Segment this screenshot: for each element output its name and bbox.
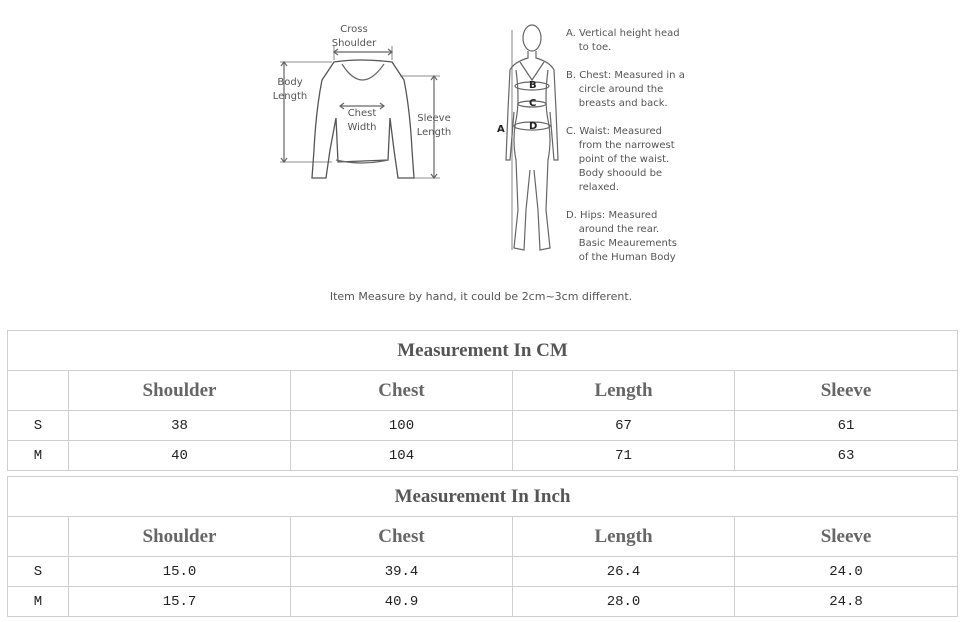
sleeve-value: 24.8 bbox=[735, 587, 958, 617]
empty-header-cell bbox=[8, 517, 69, 557]
chest-value: 100 bbox=[291, 411, 513, 441]
length-value: 67 bbox=[513, 411, 735, 441]
cross-shoulder-label: Cross Shoulder bbox=[331, 24, 377, 49]
header-length: Length bbox=[513, 371, 735, 411]
table-row bbox=[8, 441, 958, 471]
shoulder-value: 38 bbox=[69, 411, 291, 441]
header-sleeve: Sleeve bbox=[735, 371, 958, 411]
marker-d: D bbox=[529, 121, 538, 132]
sleeve-value: 63 bbox=[735, 441, 958, 471]
inch-size-table bbox=[7, 476, 958, 617]
table-title: Measurement In CM bbox=[8, 331, 958, 371]
measure-footnote: Item Measure by hand, it could be 2cm~3cm different. bbox=[329, 290, 633, 303]
header-length: Length bbox=[513, 517, 735, 557]
header-row bbox=[8, 517, 958, 557]
table-title: Measurement In Inch bbox=[8, 477, 958, 517]
sleeve-value: 61 bbox=[735, 411, 958, 441]
header-chest: Chest bbox=[291, 517, 513, 557]
sleeve-length-label: Sleeve Length bbox=[416, 113, 452, 138]
note-c: C. Waist: Measured from the narrowest point of the waist. Body shoould be relaxed. bbox=[566, 126, 675, 193]
size-label: M bbox=[8, 587, 69, 617]
size-label: S bbox=[8, 557, 69, 587]
chest-value: 39.4 bbox=[291, 557, 513, 587]
table-row bbox=[8, 411, 958, 441]
marker-b: B bbox=[529, 80, 537, 91]
table-row bbox=[8, 587, 958, 617]
note-b: B. Chest: Measured in a circle around the breasts and back. bbox=[566, 70, 685, 109]
chest-value: 104 bbox=[291, 441, 513, 471]
marker-a: A bbox=[497, 124, 505, 135]
length-value: 28.0 bbox=[513, 587, 735, 617]
length-value: 71 bbox=[513, 441, 735, 471]
header-shoulder: Shoulder bbox=[69, 371, 291, 411]
size-label: M bbox=[8, 441, 69, 471]
shoulder-value: 15.7 bbox=[69, 587, 291, 617]
note-d: D. Hips: Measured around the rear. Basic Meaurements of the Human Body bbox=[566, 210, 678, 263]
shoulder-value: 40 bbox=[69, 441, 291, 471]
header-shoulder: Shoulder bbox=[69, 517, 291, 557]
marker-c: C bbox=[529, 98, 537, 109]
cm-size-table bbox=[7, 330, 958, 471]
header-sleeve: Sleeve bbox=[735, 517, 958, 557]
header-row bbox=[8, 371, 958, 411]
size-label: S bbox=[8, 411, 69, 441]
sleeve-value: 24.0 bbox=[735, 557, 958, 587]
chest-width-label: Chest Width bbox=[347, 108, 377, 133]
header-chest: Chest bbox=[291, 371, 513, 411]
table-row bbox=[8, 557, 958, 587]
chest-value: 40.9 bbox=[291, 587, 513, 617]
body-length-label: Body Length bbox=[272, 77, 308, 102]
length-value: 26.4 bbox=[513, 557, 735, 587]
note-a: A. Vertical height head to toe. bbox=[566, 28, 680, 53]
shoulder-value: 15.0 bbox=[69, 557, 291, 587]
empty-header-cell bbox=[8, 371, 69, 411]
